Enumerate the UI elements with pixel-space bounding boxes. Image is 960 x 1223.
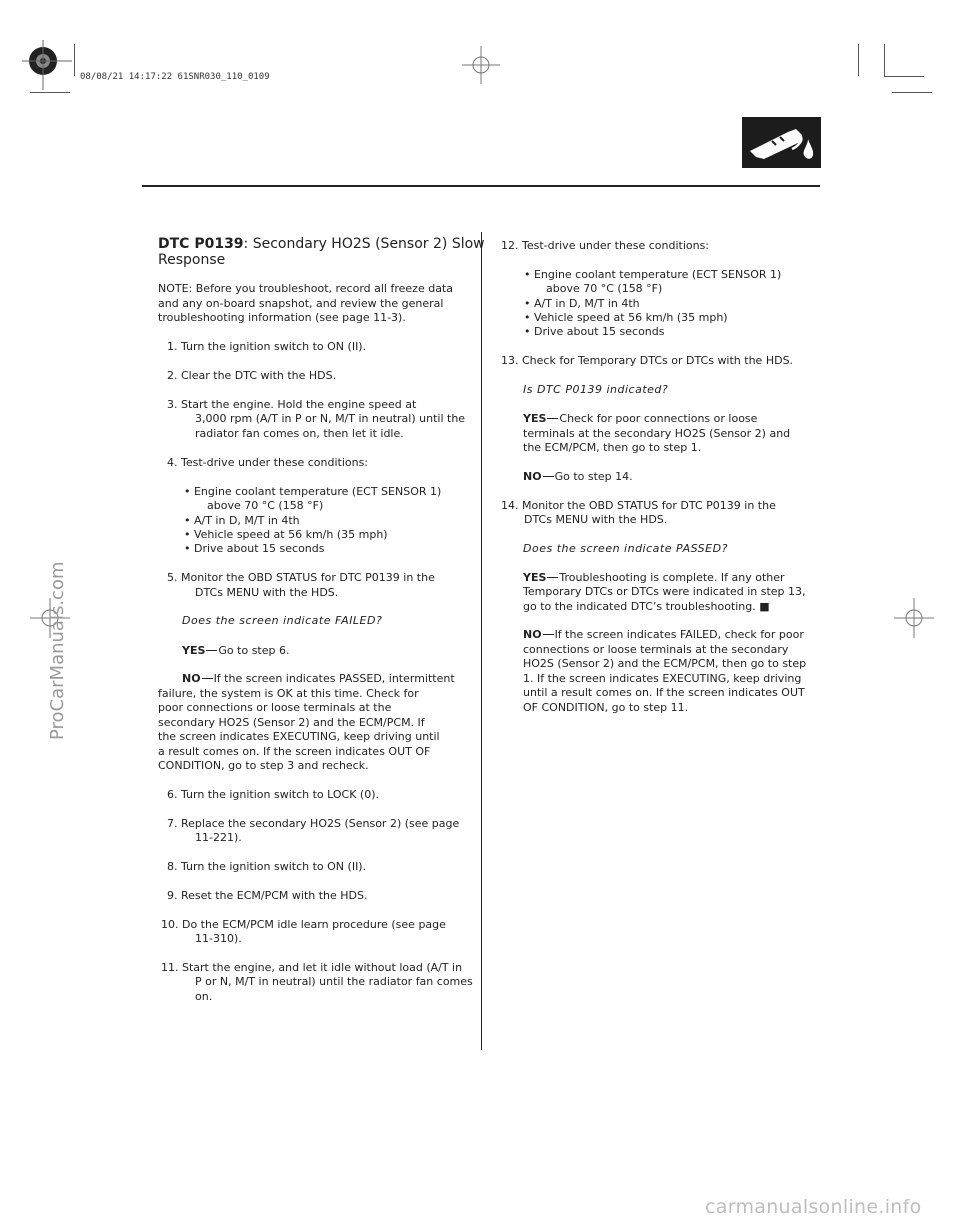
step-8: 8. Turn the ignition switch to ON (II). <box>167 860 367 873</box>
note-line: troubleshooting information (see page 11-3). <box>158 311 406 324</box>
crop-mark <box>884 76 924 77</box>
watermark-side: ProCarManuals.com <box>47 561 68 740</box>
condition-item: • Engine coolant temperature (ECT SENSOR 1) <box>184 485 442 498</box>
crop-mark <box>884 44 885 76</box>
yes-label: YES <box>523 571 547 584</box>
no-text: If the screen indicates PASSED, intermittent <box>213 672 455 685</box>
crop-mark <box>858 44 859 76</box>
no-text-cont: CONDITION, go to step 3 and recheck. <box>158 759 369 772</box>
step-14: 14. Monitor the OBD STATUS for DTC P0139 in the <box>501 499 776 512</box>
no-text: Go to step 14. <box>554 470 633 483</box>
no-text-cont: until a result comes on. If the screen indicates OUT <box>523 686 805 699</box>
yes-text-cont: the ECM/PCM, then go to step 1. <box>523 441 702 454</box>
yes-label: YES <box>182 644 206 657</box>
note-line: and any on-board snapshot, and review the general <box>158 297 444 310</box>
dtc-title: : Secondary HO2S (Sensor 2) Slow <box>243 236 485 252</box>
condition-item: • A/T in D, M/T in 4th <box>184 514 300 527</box>
yes-answer-13 <box>523 412 757 427</box>
no-text-cont: 1. If the screen indicates EXECUTING, keep driving <box>523 672 802 685</box>
yes-text-cont: Temporary DTCs or DTCs were indicated in step 13, <box>523 585 806 598</box>
crop-mark <box>892 92 932 93</box>
condition-item: • Vehicle speed at 56 km/h (35 mph) <box>184 528 388 541</box>
no-label: NO <box>523 470 542 483</box>
step-5-cont: DTCs MENU with the HDS. <box>195 586 339 599</box>
yes-text-cont <box>523 600 770 615</box>
end-mark: ■ <box>759 600 770 613</box>
step-7: 7. Replace the secondary HO2S (Sensor 2) (see page <box>167 817 460 830</box>
step-4: 4. Test-drive under these conditions: <box>167 456 369 469</box>
step-10-cont: 11-310). <box>195 932 242 945</box>
condition-item: • Vehicle speed at 56 km/h (35 mph) <box>524 311 728 324</box>
no-answer-5 <box>182 672 455 687</box>
crop-mark <box>30 92 70 93</box>
step-3-cont: 3,000 rpm (A/T in P or N, M/T in neutral) until the <box>195 412 466 425</box>
step-2: 2. Clear the DTC with the HDS. <box>167 369 337 382</box>
condition-item: • A/T in D, M/T in 4th <box>524 297 640 310</box>
note-line: NOTE: Before you troubleshoot, record all freeze data <box>158 282 453 295</box>
column-divider <box>481 232 482 1050</box>
dtc-title-cont: Response <box>158 252 226 268</box>
yes-text-cont: terminals at the secondary HO2S (Sensor 2) and <box>523 427 791 440</box>
step-10: 10. Do the ECM/PCM idle learn procedure (see page <box>161 918 446 931</box>
step-5: 5. Monitor the OBD STATUS for DTC P0139 in the <box>167 571 435 584</box>
step-13: 13. Check for Temporary DTCs or DTCs with the HDS. <box>501 354 794 367</box>
print-stamp: 08/08/21 14:17:22 61SNR030_110_0109 <box>80 72 270 82</box>
yes-text: Troubleshooting is complete. If any other <box>559 571 785 584</box>
no-text-cont: HO2S (Sensor 2) and the ECM/PCM, then go to step <box>523 657 807 670</box>
watermark-bottom: carmanualsonline.info <box>705 1196 922 1218</box>
yes-text-end: go to the indicated DTC’s troubleshooting. <box>523 600 756 613</box>
no-text-cont: OF CONDITION, go to step 11. <box>523 701 689 714</box>
no-label: NO <box>182 672 201 685</box>
no-text-cont: secondary HO2S (Sensor 2) and the ECM/PCM. If <box>158 716 425 729</box>
no-answer-13 <box>523 470 633 485</box>
step-3: 3. Start the engine. Hold the engine speed at <box>167 398 417 411</box>
step-3-cont: radiator fan comes on, then let it idle. <box>195 427 404 440</box>
step-7-cont: 11-221). <box>195 831 242 844</box>
question-13: Is DTC P0139 indicated? <box>523 383 669 396</box>
step-9: 9. Reset the ECM/PCM with the HDS. <box>167 889 368 902</box>
header-rule <box>142 185 820 187</box>
condition-item: • Engine coolant temperature (ECT SENSOR 1) <box>524 268 782 281</box>
no-answer-14 <box>523 628 804 643</box>
page-title <box>158 236 485 253</box>
yes-answer-5 <box>182 644 289 659</box>
no-text-cont: failure, the system is OK at this time. Check for <box>158 687 419 700</box>
step-12: 12. Test-drive under these conditions: <box>501 239 710 252</box>
dtc-code: DTC P0139 <box>158 236 244 252</box>
condition-item-cont: above 70 °C (158 °F) <box>207 499 324 512</box>
no-text-cont: connections or loose terminals at the secondary <box>523 643 789 656</box>
no-text: If the screen indicates FAILED, check for poor <box>554 628 804 641</box>
condition-item-cont: above 70 °C (158 °F) <box>546 282 663 295</box>
question-14: Does the screen indicate PASSED? <box>523 542 728 555</box>
condition-item: • Drive about 15 seconds <box>184 542 325 555</box>
question-5: Does the screen indicate FAILED? <box>182 614 383 627</box>
step-11-cont: P or N, M/T in neutral) until the radiator fan comes <box>195 975 473 988</box>
step-1: 1. Turn the ignition switch to ON (II). <box>167 340 367 353</box>
yes-text: Go to step 6. <box>218 644 290 657</box>
no-label: NO <box>523 628 542 641</box>
step-11: 11. Start the engine, and let it idle without load (A/T in <box>161 961 463 974</box>
no-text-cont: poor connections or loose terminals at the <box>158 701 392 714</box>
no-text-cont: the screen indicates EXECUTING, keep driving until <box>158 730 440 743</box>
step-11-cont: on. <box>195 990 213 1003</box>
yes-answer-14 <box>523 571 785 586</box>
no-text-cont: a result comes on. If the screen indicates OUT OF <box>158 745 431 758</box>
yes-text: Check for poor connections or loose <box>559 412 758 425</box>
yes-label: YES <box>523 412 547 425</box>
crop-mark <box>74 44 75 76</box>
step-6: 6. Turn the ignition switch to LOCK (0). <box>167 788 380 801</box>
step-14-cont: DTCs MENU with the HDS. <box>524 513 668 526</box>
condition-item: • Drive about 15 seconds <box>524 325 665 338</box>
